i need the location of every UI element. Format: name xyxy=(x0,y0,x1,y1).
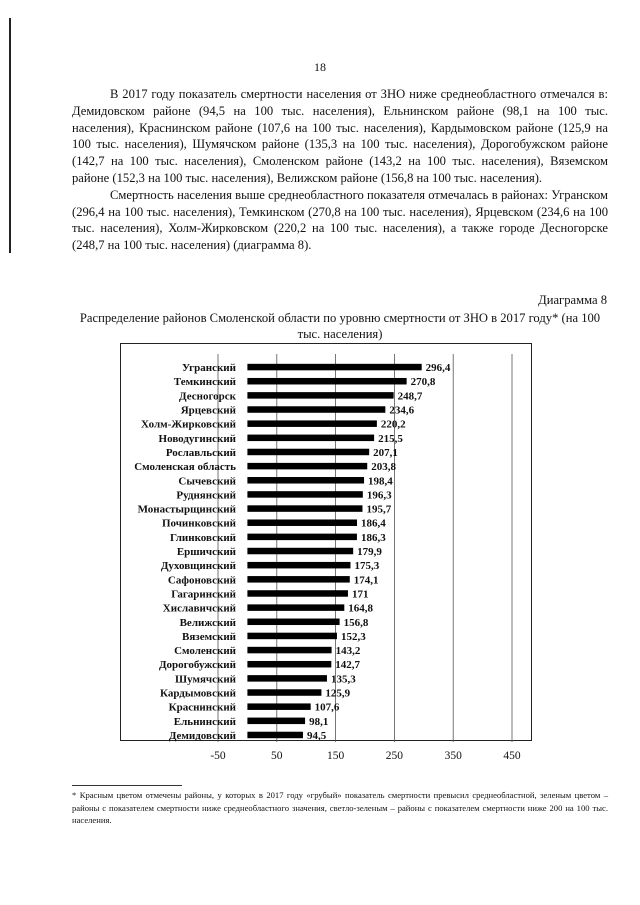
data-label: 186,3 xyxy=(360,531,386,544)
bar xyxy=(247,633,337,640)
data-label: 198,4 xyxy=(368,475,393,488)
data-label: 174,1 xyxy=(353,574,379,587)
bar xyxy=(247,562,350,569)
bar xyxy=(247,619,339,626)
margin-rule xyxy=(9,18,11,253)
category-label: Смоленский xyxy=(174,645,236,658)
bar xyxy=(247,576,349,583)
bar xyxy=(247,463,367,470)
bar xyxy=(247,420,376,427)
footnote-rule xyxy=(72,785,182,786)
category-label: Десногорск xyxy=(179,390,236,403)
category-label: Ершичский xyxy=(176,546,236,559)
category-label: Вяземский xyxy=(182,630,236,643)
data-label: 107,6 xyxy=(314,701,340,714)
data-label: 186,4 xyxy=(361,517,386,530)
category-label: Темкинский xyxy=(173,376,236,389)
data-label: 171 xyxy=(351,588,369,601)
data-label: 207,1 xyxy=(373,446,398,459)
category-label: Гагаринский xyxy=(171,588,236,601)
x-tick-label: -50 xyxy=(210,750,226,763)
category-label: Смоленская область xyxy=(134,461,236,474)
bar xyxy=(247,378,406,385)
data-label: 175,3 xyxy=(354,560,380,573)
category-label: Ельнинский xyxy=(173,715,236,728)
bar xyxy=(247,406,385,413)
x-tick-label: 50 xyxy=(271,750,283,763)
category-label: Сафоновский xyxy=(167,574,236,587)
category-label: Демидовский xyxy=(168,729,236,742)
body-text xyxy=(72,86,608,254)
x-tick-label: 450 xyxy=(503,750,521,763)
data-label: 215,5 xyxy=(378,432,403,445)
bar xyxy=(247,548,353,555)
data-label: 179,9 xyxy=(357,546,382,559)
data-label: 152,3 xyxy=(340,630,366,643)
category-label: Руднянский xyxy=(176,489,236,502)
category-label: Глинковский xyxy=(170,531,236,544)
bar xyxy=(247,505,362,512)
paragraph: Смертность населения выше среднеобластного показателя отмечалась в районах: Угранском (296,4 на 100 тыс. населения), Темкинском (270,8 на 100 тыс. населения), Ярцевском (234,6 на 100 тыс. населения), Холм-Жирковском (220,2 на 100 тыс. населения), а также городе Десногорске (248,7 на 100 тыс. населения) (диаграмма 8). xyxy=(72,187,608,253)
mortality-bar-chart xyxy=(120,343,532,763)
category-label: Починковский xyxy=(161,517,236,530)
bar xyxy=(247,732,303,739)
x-tick-label: 350 xyxy=(444,750,462,763)
bar xyxy=(247,675,327,682)
bar xyxy=(247,435,374,442)
category-label: Холм-Жирковский xyxy=(140,418,236,431)
data-label: 143,2 xyxy=(335,645,361,658)
bar xyxy=(247,534,357,541)
bar xyxy=(247,364,421,371)
x-tick-label: 250 xyxy=(385,750,404,763)
data-label: 270,8 xyxy=(410,376,436,389)
data-label: 94,5 xyxy=(306,729,327,742)
bar xyxy=(247,491,362,498)
bar xyxy=(247,703,310,710)
data-label: 125,9 xyxy=(325,687,351,700)
bar xyxy=(247,477,364,484)
bar xyxy=(247,519,357,526)
data-label: 156,8 xyxy=(343,616,369,629)
data-label: 248,7 xyxy=(397,390,423,403)
category-label: Угранский xyxy=(181,362,236,375)
bar xyxy=(247,590,348,597)
bar xyxy=(247,689,321,696)
bar xyxy=(247,647,331,654)
category-label: Духовщинский xyxy=(160,560,236,573)
x-tick-label: 150 xyxy=(326,750,345,763)
paragraph: В 2017 году показатель смертности населения от ЗНО ниже среднеобластного отмечался в: Демидовском районе (94,5 на 100 тыс. населения), Ельнинском районе (98,1 на 100 тыс. населения), Краснинском районе (107,6 на 100 тыс. населения), Кардымовском районе (125,9 на 100 тыс. населения), Шумячском районе (135,3 на 100 тыс. населения), Дорогобужском районе (142,7 на 100 тыс. населения), Смоленском районе (143,2 на 100 тыс. населения), Вяземском районе (152,3 на 100 тыс. населения), Велижском районе (156,8 на 100 тыс. населения). xyxy=(72,87,608,185)
data-label: 196,3 xyxy=(366,489,392,502)
category-label: Хиславичский xyxy=(162,602,236,615)
data-label: 135,3 xyxy=(330,673,356,686)
data-label: 296,4 xyxy=(425,362,451,375)
data-label: 234,6 xyxy=(389,404,415,417)
category-label: Сычевский xyxy=(178,475,236,488)
category-label: Ярцевский xyxy=(180,404,236,417)
category-label: Шумячский xyxy=(175,673,236,686)
data-label: 203,8 xyxy=(371,461,396,474)
chart-title: Распределение районов Смоленской области по уровню смертности от ЗНО в 2017 году* (на 100 тыс. населения) xyxy=(79,311,601,341)
category-label: Краснинский xyxy=(168,701,236,714)
category-label: Велижский xyxy=(179,616,236,629)
category-label: Монастырщинский xyxy=(137,503,236,516)
page-number: 18 xyxy=(314,60,326,74)
data-label: 142,7 xyxy=(335,659,361,672)
category-label: Рославльский xyxy=(165,446,236,459)
category-label: Новодугинский xyxy=(158,432,236,445)
category-label: Дорогобужский xyxy=(158,659,236,672)
bar xyxy=(247,718,305,725)
data-label: 220,2 xyxy=(380,418,406,431)
data-label: 164,8 xyxy=(348,602,374,615)
category-label: Кардымовский xyxy=(159,687,236,700)
bar xyxy=(247,449,369,456)
bar xyxy=(247,604,344,611)
diagram-label: Диаграмма 8 xyxy=(538,293,607,307)
footnote: * Красным цветом отмечены районы, у которых в 2017 году «грубый» показатель смертности превысил среднеобластной, зеленым цветом – районы с показателем смертности ниже среднеобластного значения, светло-зеленым – районы с показателем смертности ниже 200 на 100 тыс. населения. xyxy=(72,790,608,825)
bar xyxy=(247,661,331,668)
data-label: 195,7 xyxy=(366,503,392,516)
bar xyxy=(247,392,393,399)
data-label: 98,1 xyxy=(309,715,329,728)
